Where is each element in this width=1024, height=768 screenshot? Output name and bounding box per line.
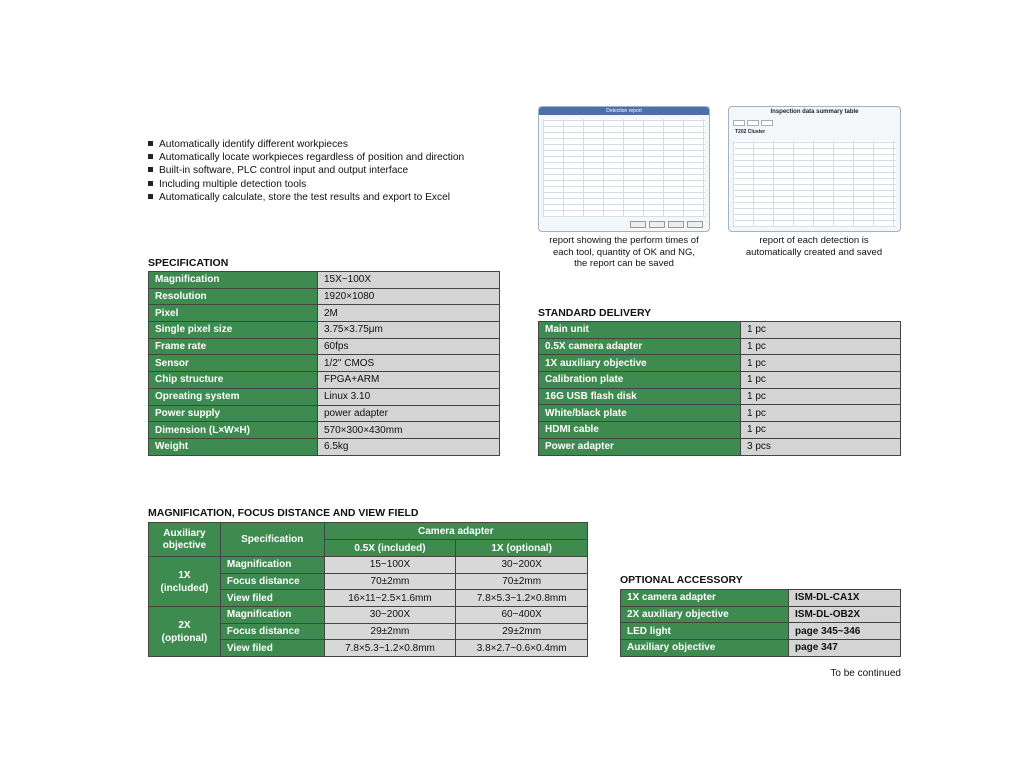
delivery-label: 0.5X camera adapter xyxy=(539,338,741,355)
delivery-value: 1 pc xyxy=(741,388,901,405)
feature-item: Automatically identify different workpieces xyxy=(148,138,528,151)
spec-value: 60fps xyxy=(318,338,500,355)
adapter-value: 30~200X xyxy=(324,607,456,624)
accessory-row xyxy=(621,623,901,640)
spec-label: Sensor xyxy=(149,355,318,372)
delivery-row xyxy=(539,388,901,405)
delivery-label: Calibration plate xyxy=(539,372,741,389)
spec-value: Linux 3.10 xyxy=(318,388,500,405)
square-bullet-icon xyxy=(148,141,153,146)
to-be-continued-note: To be continued xyxy=(830,668,901,679)
standard-delivery-table xyxy=(538,321,901,456)
spec-value: power adapter xyxy=(318,405,500,422)
delivery-row xyxy=(539,372,901,389)
delivery-value: 1 pc xyxy=(741,338,901,355)
specification-header: Specification xyxy=(220,523,324,557)
left-screenshot-caption: report showing the perform times of each tool, quantity of OK and NG, the report can be saved xyxy=(549,235,699,269)
right-screenshot-caption: report of each detection is automatically created and saved xyxy=(745,235,883,258)
accessory-label: LED light xyxy=(621,623,789,640)
spec-row xyxy=(149,438,500,455)
accessory-value: ISM-DL-OB2X xyxy=(789,606,901,623)
spec-label: Resolution xyxy=(149,288,318,305)
spec-value: 1/2" CMOS xyxy=(318,355,500,372)
spec-name: Magnification xyxy=(220,607,324,624)
accessory-row xyxy=(621,590,901,607)
delivery-value: 1 pc xyxy=(741,355,901,372)
delivery-value: 1 pc xyxy=(741,322,901,339)
adapter-value: 29±2mm xyxy=(456,623,588,640)
spec-name: Focus distance xyxy=(220,623,324,640)
magnification-row xyxy=(149,557,588,574)
summary-table-screenshot xyxy=(728,106,901,232)
spec-label: Opreating system xyxy=(149,388,318,405)
adapter-value: 16×11~2.5×1.6mm xyxy=(324,590,456,607)
accessory-value: page 345~346 xyxy=(789,623,901,640)
adapter-value: 30~200X xyxy=(456,557,588,574)
accessory-label: 1X camera adapter xyxy=(621,590,789,607)
adapter-value: 60~400X xyxy=(456,607,588,624)
accessory-value: page 347 xyxy=(789,640,901,657)
specification-table xyxy=(148,271,500,456)
detection-report-screenshot xyxy=(538,106,710,232)
square-bullet-icon xyxy=(148,194,153,199)
delivery-label: 16G USB flash disk xyxy=(539,388,741,405)
delivery-row xyxy=(539,438,901,455)
spec-label: Single pixel size xyxy=(149,322,318,339)
spec-value: 6.5kg xyxy=(318,438,500,455)
delivery-row xyxy=(539,322,901,339)
magnification-table xyxy=(148,522,588,657)
accessory-label: Auxiliary objective xyxy=(621,640,789,657)
delivery-row xyxy=(539,355,901,372)
aux-objective-label: 1X (included) xyxy=(149,557,221,607)
specification-title: SPECIFICATION xyxy=(148,257,229,269)
spec-value: 15X~100X xyxy=(318,272,500,289)
delivery-label: Main unit xyxy=(539,322,741,339)
spec-row xyxy=(149,372,500,389)
adapter-value: 7.8×5.3~1.2×0.8mm xyxy=(324,640,456,657)
spec-value: 3.75×3.75μm xyxy=(318,322,500,339)
spec-row xyxy=(149,405,500,422)
screenshot-button-row xyxy=(630,221,703,228)
spec-row xyxy=(149,322,500,339)
delivery-value: 1 pc xyxy=(741,422,901,439)
spec-label: Pixel xyxy=(149,305,318,322)
square-bullet-icon xyxy=(148,167,153,172)
accessory-value: ISM-DL-CA1X xyxy=(789,590,901,607)
adapter-col-header: 0.5X (included) xyxy=(324,540,456,557)
screenshot-title: Inspection data summary table xyxy=(770,109,859,115)
screenshot-subtitle: T202 Cluster xyxy=(735,129,766,135)
spec-name: View filed xyxy=(220,640,324,657)
spec-value: 1920×1080 xyxy=(318,288,500,305)
feature-item: Automatically locate workpieces regardless of position and direction xyxy=(148,151,528,164)
delivery-label: White/black plate xyxy=(539,405,741,422)
delivery-label: Power adapter xyxy=(539,438,741,455)
spec-row xyxy=(149,422,500,439)
magnification-title: MAGNIFICATION, FOCUS DISTANCE AND VIEW FIELD xyxy=(148,507,419,519)
summary-grid xyxy=(733,141,896,227)
adapter-value: 70±2mm xyxy=(456,573,588,590)
standard-delivery-title: STANDARD DELIVERY xyxy=(538,307,652,319)
feature-list xyxy=(148,138,528,204)
aux-objective-label: 2X (optional) xyxy=(149,607,221,657)
optional-accessory-table xyxy=(620,589,901,657)
camera-adapter-header: Camera adapter xyxy=(324,523,587,540)
spec-label: Chip structure xyxy=(149,372,318,389)
screenshot-title: Detection report xyxy=(539,107,709,115)
adapter-value: 29±2mm xyxy=(324,623,456,640)
adapter-value: 70±2mm xyxy=(324,573,456,590)
accessory-row xyxy=(621,640,901,657)
optional-accessory-title: OPTIONAL ACCESSORY xyxy=(620,574,743,586)
feature-item: Built-in software, PLC control input and output interface xyxy=(148,164,528,177)
spec-label: Dimension (L×W×H) xyxy=(149,422,318,439)
spec-label: Weight xyxy=(149,438,318,455)
spec-value: 2M xyxy=(318,305,500,322)
spec-row xyxy=(149,288,500,305)
accessory-label: 2X auxiliary objective xyxy=(621,606,789,623)
screenshot-tabs xyxy=(733,120,773,126)
spec-value: 570×300×430mm xyxy=(318,422,500,439)
magnification-row xyxy=(149,607,588,624)
spec-name: Focus distance xyxy=(220,573,324,590)
spec-label: Magnification xyxy=(149,272,318,289)
accessory-row xyxy=(621,606,901,623)
spec-name: View filed xyxy=(220,590,324,607)
delivery-value: 3 pcs xyxy=(741,438,901,455)
feature-item: Including multiple detection tools xyxy=(148,178,528,191)
delivery-label: 1X auxiliary objective xyxy=(539,355,741,372)
adapter-col-header: 1X (optional) xyxy=(456,540,588,557)
adapter-value: 3.8×2.7~0.6×0.4mm xyxy=(456,640,588,657)
square-bullet-icon xyxy=(148,154,153,159)
square-bullet-icon xyxy=(148,181,153,186)
spec-row xyxy=(149,338,500,355)
delivery-value: 1 pc xyxy=(741,372,901,389)
delivery-row xyxy=(539,422,901,439)
spec-label: Frame rate xyxy=(149,338,318,355)
spec-row xyxy=(149,355,500,372)
spec-row xyxy=(149,272,500,289)
feature-item: Automatically calculate, store the test results and export to Excel xyxy=(148,191,528,204)
delivery-value: 1 pc xyxy=(741,405,901,422)
spec-value: FPGA+ARM xyxy=(318,372,500,389)
aux-objective-header: Auxiliary objective xyxy=(149,523,221,557)
delivery-row xyxy=(539,338,901,355)
adapter-value: 7.8×5.3~1.2×0.8mm xyxy=(456,590,588,607)
spec-label: Power supply xyxy=(149,405,318,422)
delivery-label: HDMI cable xyxy=(539,422,741,439)
spec-row xyxy=(149,305,500,322)
spec-row xyxy=(149,388,500,405)
adapter-value: 15~100X xyxy=(324,557,456,574)
report-grid xyxy=(543,119,705,217)
delivery-row xyxy=(539,405,901,422)
spec-name: Magnification xyxy=(220,557,324,574)
